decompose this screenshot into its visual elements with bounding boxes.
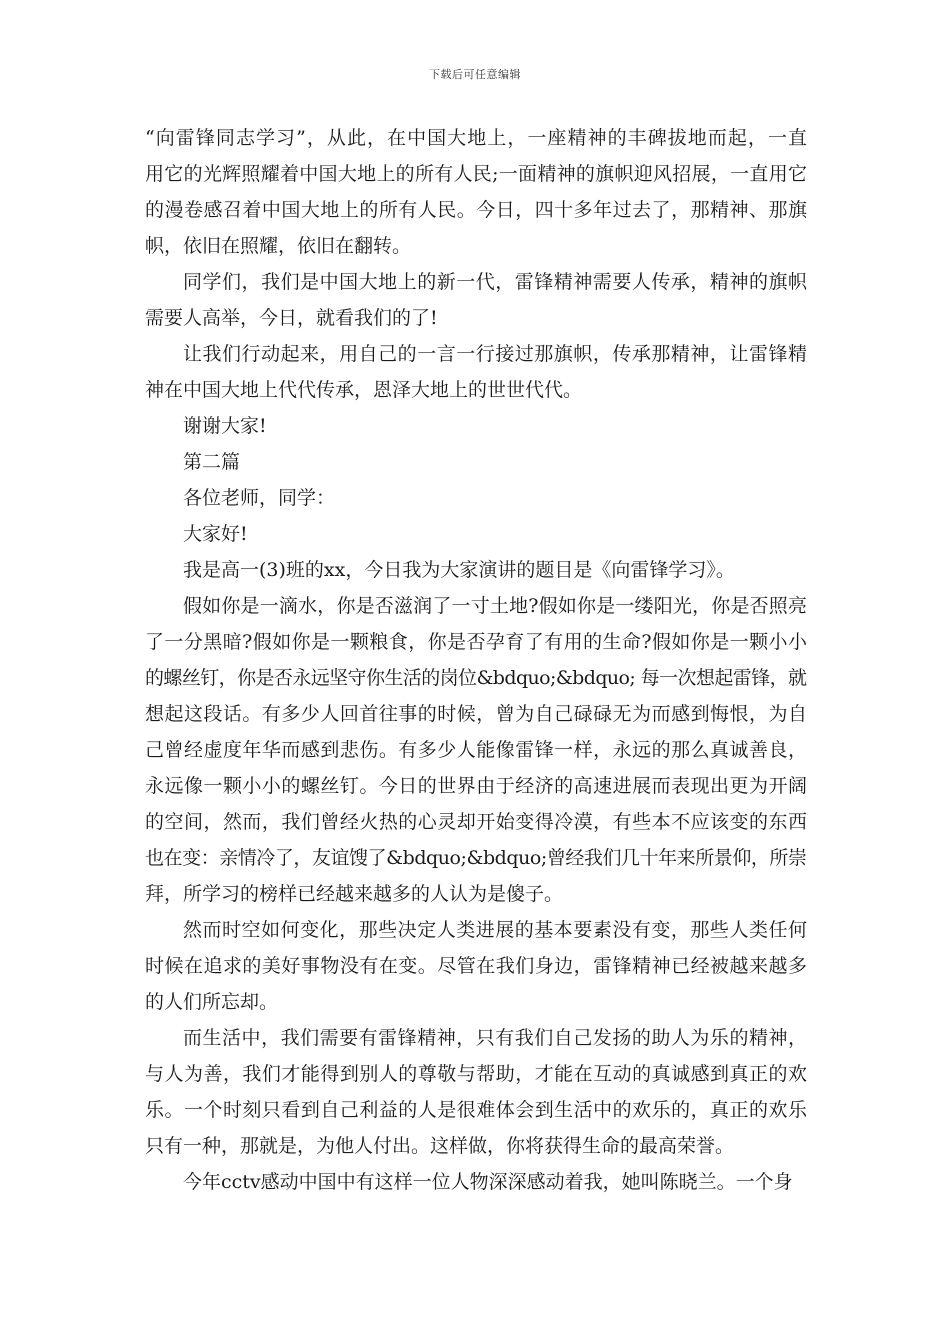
text-line: 的螺丝钉，你是否永远坚守你生活的岗位&bdquo;&bdquo; 每一次想起雷锋，就 xyxy=(145,667,807,689)
text-line: 想起这段话。有多少人回首往事的时候，曾为自己碌碌无为而感到悔恨，为自 xyxy=(145,703,808,725)
text-line: 拜，所学习的榜样已经越来越多的人认为是傻子。 xyxy=(145,883,564,905)
text-line: 也在变：亲情冷了，友谊馊了&bdquo;&bdquo;曾经我们几十年来所景仰，所崇 xyxy=(145,847,807,869)
text-line: 让我们行动起来，用自己的一言一行接过那旗帜，传承那精神，让雷锋精 xyxy=(183,343,808,365)
text-line: 然而时空如何变化，那些决定人类进展的基本要素没有变，那些人类任何 xyxy=(183,919,808,941)
text-line: 各位老师，同学： xyxy=(183,487,336,509)
text-line: 的漫卷感召着中国大地上的所有人民。今日，四十多年过去了，那精神、那旗 xyxy=(145,199,808,221)
paragraph xyxy=(145,480,807,516)
paragraph xyxy=(145,264,807,336)
paragraph xyxy=(145,912,807,1020)
text-line: 时候在追求的美好事物没有在变。尽管在我们身边，雷锋精神已经被越来越多 xyxy=(145,955,808,977)
text-line: 而生活中，我们需要有雷锋精神，只有我们自己发扬的助人为乐的精神， xyxy=(183,1027,808,1049)
paragraph xyxy=(145,336,807,408)
document-body xyxy=(145,120,807,1200)
text-line: 谢谢大家! xyxy=(183,415,267,437)
text-line: 了一分黑暗?假如你是一颗粮食，你是否孕育了有用的生命?假如你是一颗小小 xyxy=(145,631,808,653)
text-line: 己曾经虚度年华而感到悲伤。有多少人能像雷锋一样，永远的那么真诚善良， xyxy=(145,739,808,761)
text-line: 大家好! xyxy=(183,523,248,545)
text-line: 我是高一(3)班的xx，今日我为大家演讲的题目是《向雷锋学习》。 xyxy=(183,559,735,581)
text-line: 只有一种，那就是，为他人付出。这样做，你将获得生命的最高荣誉。 xyxy=(145,1135,735,1157)
text-line: “向雷锋同志学习”，从此，在中国大地上，一座精神的丰碑拔地而起，一直 xyxy=(145,127,809,149)
text-line: 与人为善，我们才能得到别人的尊敬与帮助，才能在互动的真诚感到真正的欢 xyxy=(145,1063,808,1085)
paragraph xyxy=(145,120,807,264)
text-line: 用它的光辉照耀着中国大地上的所有人民;一面精神的旗帜迎风招展，一直用它 xyxy=(145,163,808,185)
text-line: 乐。一个时刻只看到自己利益的人是很难体会到生活中的欢乐的，真正的欢乐 xyxy=(145,1099,808,1121)
paragraph xyxy=(145,444,807,480)
text-line: 的空间，然而，我们曾经火热的心灵却开始变得冷漠，有些本不应该变的东西 xyxy=(145,811,808,833)
paragraph xyxy=(145,1020,807,1164)
text-line: 的人们所忘却。 xyxy=(145,991,279,1013)
text-line: 需要人高举，今日，就看我们的了! xyxy=(145,307,438,329)
paragraph xyxy=(145,516,807,552)
text-line: 第二篇 xyxy=(183,451,241,473)
text-line: 假如你是一滴水，你是否滋润了一寸土地?假如你是一缕阳光，你是否照亮 xyxy=(183,595,808,617)
text-line: 永远像一颗小小的螺丝钉。今日的世界由于经济的高速进展而表现出更为开阔 xyxy=(145,775,808,797)
paragraph xyxy=(145,552,807,588)
text-line: 今年cctv感动中国中有这样一位人物深深感动着我，她叫陈晓兰。一个身 xyxy=(183,1171,793,1193)
header-note: 下载后可任意编辑 xyxy=(429,68,521,81)
text-line: 神在中国大地上代代传承，恩泽大地上的世世代代。 xyxy=(145,379,583,401)
paragraph xyxy=(145,1164,807,1200)
paragraph xyxy=(145,588,807,912)
text-line: 同学们，我们是中国大地上的新一代，雷锋精神需要人传承，精神的旗帜 xyxy=(183,271,808,293)
paragraph xyxy=(145,408,807,444)
text-line: 帜，依旧在照耀，依旧在翻转。 xyxy=(145,235,412,257)
